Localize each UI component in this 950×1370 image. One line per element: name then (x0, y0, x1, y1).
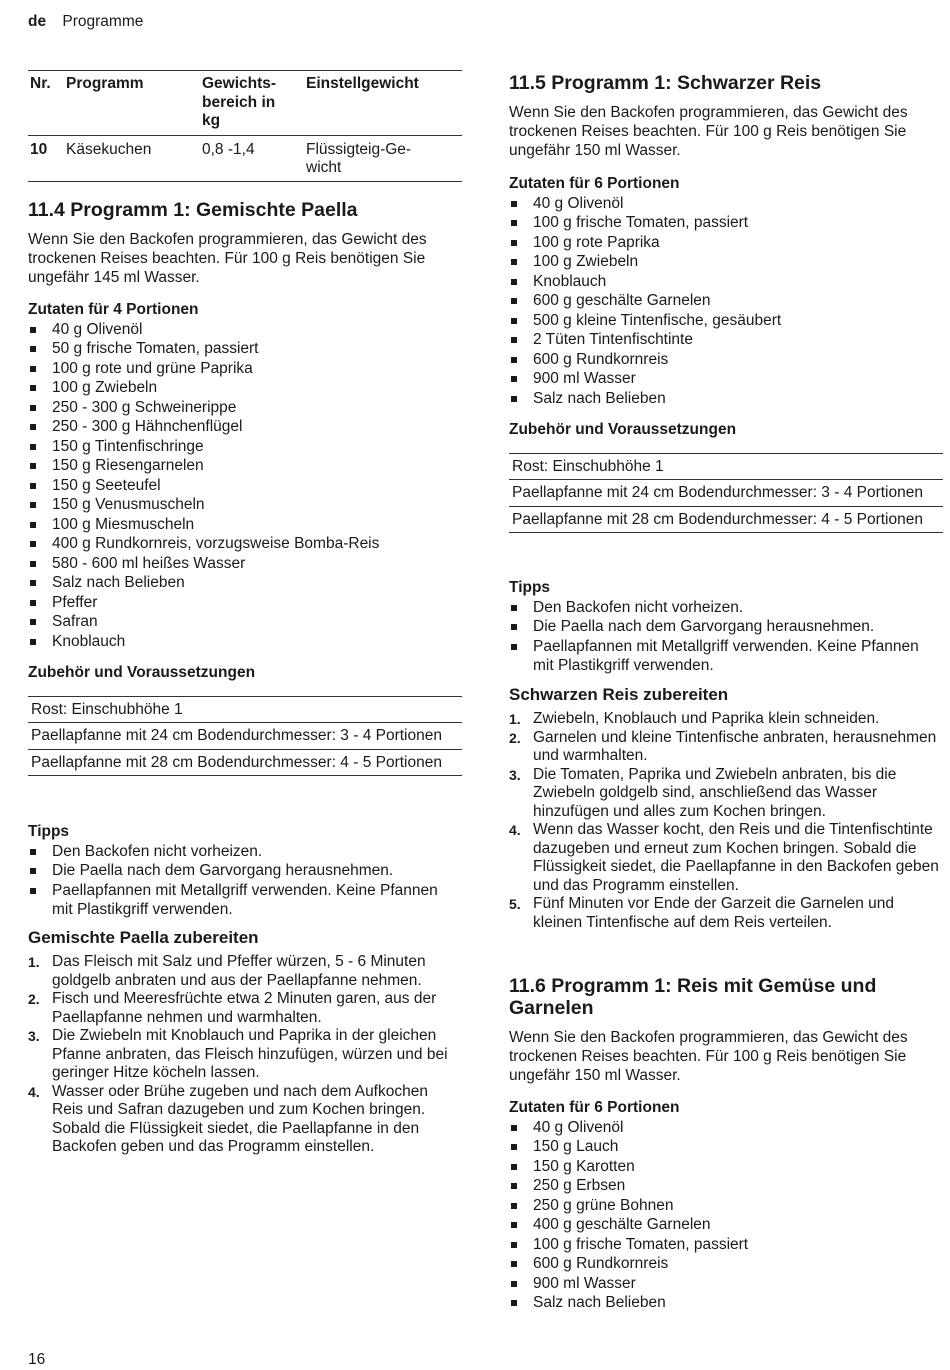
step-item (509, 766, 943, 822)
section-title: 11.4 Programm 1: Gemischte Paella (28, 199, 358, 221)
ingredient-item: 150 g Tintenfischringe (28, 437, 462, 457)
prep-title: Gemischte Paella zubereiten (28, 928, 259, 947)
step-text: Fisch und Meeresfrüchte etwa 2 Minuten garen, aus der Paellapfanne nehmen und warmhalten. (52, 990, 437, 1026)
accessory-row: Paellapfanne mit 24 cm Bodendurchmesser: 3 - 4 Portionen (509, 480, 943, 507)
section-11-6-intro (509, 1028, 943, 1085)
ingredient-item: 500 g kleine Tintenfische, gesäubert (509, 311, 943, 331)
section-11-4-tips (28, 822, 462, 920)
col-setting: Einstellgewicht (304, 71, 462, 136)
step-text: Garnelen und kleine Tintenfische anbraten, herausnehmen und warmhalten. (533, 728, 937, 764)
ingredient-item: 400 g Rundkornreis, vorzugsweise Bomba-Reis (28, 534, 462, 554)
ingredients-title: Zutaten für 6 Portionen (509, 175, 680, 192)
ingredient-item: 150 g Lauch (509, 1137, 943, 1157)
section-11-5-title-block (509, 72, 943, 94)
step-number: 4. (509, 822, 521, 838)
row-range: 0,8 -1,4 (200, 135, 304, 181)
step-item (28, 953, 462, 990)
section-11-5-tips (509, 578, 943, 676)
step-text: Wenn das Wasser kocht, den Reis und die Tintenfischtinte dazugeben und erneut zum Kochen bringen. Sobald die Flüssigkeit siedet, die Paellapfanne in den Backofen geben und das Programm einstellen. (533, 821, 939, 894)
accessory-row: Paellapfanne mit 28 cm Bodendurchmesser: 4 - 5 Portionen (28, 750, 462, 777)
intro-text: Wenn Sie den Backofen programmieren, das Gewicht des trockenen Reises beachten. Für 100 g Reis benötigen Sie ungefähr 150 ml Wasser. (509, 1029, 908, 1084)
row-nr: 10 (28, 135, 64, 181)
steps-list (509, 710, 943, 932)
page-number: 16 (28, 1351, 46, 1368)
section-11-6-title-block (509, 975, 909, 1019)
accessories-title: Zubehör und Voraussetzungen (509, 421, 737, 438)
step-number: 2. (509, 729, 521, 746)
tip-item: Den Backofen nicht vorheizen. (28, 842, 462, 862)
accessory-row: Rost: Einschubhöhe 1 (509, 454, 943, 481)
section-11-5-ingredients (509, 174, 943, 408)
section-11-4-title-block (28, 199, 462, 221)
step-item (509, 821, 943, 895)
ingredients-list (509, 194, 943, 409)
ingredients-title: Zutaten für 6 Portionen (509, 1099, 680, 1116)
section-title: 11.6 Programm 1: Reis mit Gemüse und Garnelen (509, 975, 877, 1019)
ingredient-item: 150 g Venusmuscheln (28, 495, 462, 515)
section-11-5-accessories (509, 420, 943, 533)
tip-item: Den Backofen nicht vorheizen. (509, 598, 943, 618)
col-nr: Nr. (28, 71, 64, 136)
step-number: 3. (28, 1028, 40, 1044)
step-item (28, 990, 462, 1027)
row-program: Käsekuchen (64, 135, 200, 181)
ingredient-item: 100 g frische Tomaten, passiert (509, 213, 943, 233)
step-item (509, 895, 943, 932)
ingredient-item: 250 - 300 g Schweinerippe (28, 398, 462, 418)
accessory-row: Paellapfanne mit 24 cm Bodendurchmesser: 3 - 4 Portionen (28, 723, 462, 750)
ingredients-title: Zutaten für 4 Portionen (28, 301, 199, 318)
step-text: Wasser oder Brühe zugeben und nach dem Aufkochen Reis und Safran dazugeben und zum Kochen bringen. Sobald die Flüssigkeit siedet, die Paellapfanne in den Backofen geben und das Programm einstellen. (52, 1082, 428, 1155)
ingredient-item: 600 g geschälte Garnelen (509, 291, 943, 311)
accessories-table (509, 453, 943, 534)
tip-item: Die Paella nach dem Garvorgang herausnehmen. (509, 617, 943, 637)
accessories-table (28, 696, 462, 777)
header-section: Programme (62, 13, 144, 30)
ingredient-item: 2 Tüten Tintenfischtinte (509, 330, 943, 350)
ingredient-item: 400 g geschälte Garnelen (509, 1215, 943, 1235)
ingredients-list (28, 320, 462, 652)
accessory-row: Paellapfanne mit 28 cm Bodendurchmesser: 4 - 5 Portionen (509, 507, 943, 534)
ingredient-item: Salz nach Belieben (28, 573, 462, 593)
ingredient-item: 100 g Zwiebeln (28, 378, 462, 398)
language-code: de (28, 13, 47, 30)
step-number: 1. (28, 954, 40, 970)
ingredient-item: Knoblauch (509, 272, 943, 292)
section-11-4-accessories (28, 663, 462, 776)
ingredient-item: 600 g Rundkornreis (509, 350, 943, 370)
step-number: 2. (28, 991, 40, 1007)
tip-item: Die Paella nach dem Garvorgang herausnehmen. (28, 861, 462, 881)
section-11-5-intro (509, 103, 943, 160)
ingredient-item: Pfeffer (28, 593, 462, 613)
step-text: Das Fleisch mit Salz und Pfeffer würzen, 5 - 6 Minuten goldgelb anbraten und aus der Paellapfanne nehmen. (52, 953, 426, 989)
tips-title: Tipps (28, 823, 70, 840)
tip-item: Paellapfannen mit Metallgriff verwenden. Keine Pfannen mit Plastikgriff verwenden. (509, 637, 943, 676)
ingredient-item: 100 g frische Tomaten, passiert (509, 1235, 943, 1255)
ingredient-item: 600 g Rundkornreis (509, 1254, 943, 1274)
ingredient-item: 100 g Zwiebeln (509, 252, 943, 272)
ingredient-item: 150 g Riesengarnelen (28, 456, 462, 476)
page-header (28, 12, 143, 32)
ingredient-item: 100 g rote und grüne Paprika (28, 359, 462, 379)
col-weight-range: Gewichts- bereich in kg (200, 71, 304, 136)
tips-list (28, 842, 462, 920)
ingredient-item: 900 ml Wasser (509, 1274, 943, 1294)
ingredient-item: 150 g Karotten (509, 1157, 943, 1177)
step-text: Die Tomaten, Paprika und Zwiebeln anbraten, bis die Zwiebeln goldgelb sind, anschließend das Wasser hinzufügen und alles zum Kochen bringen. (533, 765, 897, 820)
ingredient-item: 40 g Olivenöl (509, 1118, 943, 1138)
ingredient-item: 40 g Olivenöl (28, 320, 462, 340)
section-11-4-intro (28, 230, 462, 287)
ingredient-item: 40 g Olivenöl (509, 194, 943, 214)
step-number: 1. (509, 711, 521, 727)
ingredient-item: Safran (28, 612, 462, 632)
tips-title: Tipps (509, 579, 551, 596)
accessories-title: Zubehör und Voraussetzungen (28, 664, 256, 681)
step-item (28, 1083, 462, 1157)
ingredient-item: 150 g Seeteufel (28, 476, 462, 496)
ingredient-item: 250 - 300 g Hähnchenflügel (28, 417, 462, 437)
col-program: Programm (64, 71, 200, 136)
ingredient-item: 580 - 600 ml heißes Wasser (28, 554, 462, 574)
intro-text: Wenn Sie den Backofen programmieren, das Gewicht des trockenen Reises beachten. Für 100 g Reis benötigen Sie ungefähr 150 ml Wasser. (509, 104, 908, 159)
ingredient-item: 50 g frische Tomaten, passiert (28, 339, 462, 359)
ingredient-item: 250 g grüne Bohnen (509, 1196, 943, 1216)
ingredient-item: 900 ml Wasser (509, 369, 943, 389)
step-text: Zwiebeln, Knoblauch und Paprika klein schneiden. (533, 710, 880, 727)
section-11-5-preparation (509, 685, 943, 932)
step-item (509, 729, 943, 766)
intro-text: Wenn Sie den Backofen programmieren, das Gewicht des trockenen Reises beachten. Für 100 g Reis benötigen Sie ungefähr 145 ml Wasser. (28, 231, 427, 286)
section-11-4-preparation (28, 928, 462, 1157)
prep-title: Schwarzen Reis zubereiten (509, 685, 729, 704)
step-item (509, 710, 943, 729)
tip-item: Paellapfannen mit Metallgriff verwenden. Keine Pfannen mit Plastikgriff verwenden. (28, 881, 462, 920)
step-item (28, 1027, 462, 1083)
table-row (28, 135, 462, 181)
step-number: 3. (509, 766, 521, 783)
accessory-row: Rost: Einschubhöhe 1 (28, 697, 462, 724)
ingredient-item: 100 g Miesmuscheln (28, 515, 462, 535)
program-table (28, 70, 462, 182)
step-text: Fünf Minuten vor Ende der Garzeit die Garnelen und kleinen Tintenfische auf dem Reis verteilen. (533, 895, 895, 931)
section-11-6-ingredients (509, 1098, 943, 1313)
tips-list (509, 598, 943, 676)
section-11-4-ingredients (28, 300, 462, 651)
section-title: 11.5 Programm 1: Schwarzer Reis (509, 72, 822, 94)
step-number: 5. (509, 896, 521, 912)
row-setting: Flüssigteig-Ge- wicht (304, 135, 462, 181)
ingredient-item: Salz nach Belieben (509, 1293, 943, 1313)
step-text: Die Zwiebeln mit Knoblauch und Paprika in der gleichen Pfanne anbraten, das Fleisch hinzufügen, würzen und bei geringer Hitze köcheln lassen. (52, 1027, 448, 1081)
program-table-header (28, 71, 462, 136)
ingredient-item: 250 g Erbsen (509, 1176, 943, 1196)
ingredient-item: 100 g rote Paprika (509, 233, 943, 253)
ingredients-list (509, 1118, 943, 1313)
ingredient-item: Knoblauch (28, 632, 462, 652)
step-number: 4. (28, 1083, 40, 1100)
ingredient-item: Salz nach Belieben (509, 389, 943, 409)
steps-list (28, 953, 462, 1157)
